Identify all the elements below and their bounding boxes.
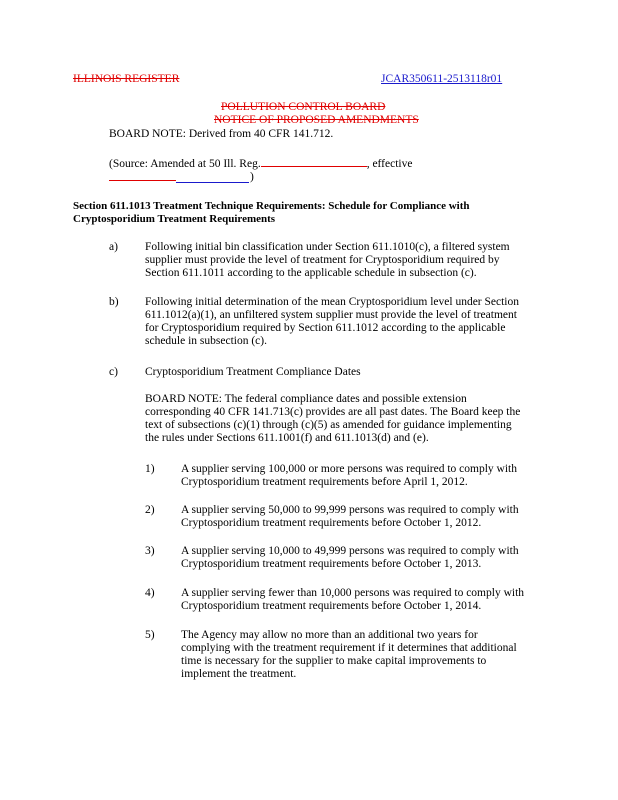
- item-2-label: 2): [145, 504, 155, 516]
- section-heading-line-1: Section 611.1013 Treatment Technique Requirements: Schedule for Compliance with: [73, 200, 470, 212]
- source-blank-red: [109, 180, 176, 181]
- subsection-b-label: b): [109, 296, 119, 308]
- source-blank-blue: [176, 182, 249, 183]
- item-line: Cryptosporidium treatment requirements before October 1, 2013.: [181, 558, 482, 570]
- item-line: Cryptosporidium treatment requirements before October 1, 2014.: [181, 600, 482, 612]
- item-line: time is necessary for the supplier to make capital improvements to: [181, 655, 487, 667]
- subsection-a-line: supplier must provide the level of treatment for Cryptosporidium required by: [145, 254, 500, 266]
- subsection-a-line: Following initial bin classification under Section 611.1010(c), a filtered system: [145, 241, 510, 253]
- board-note-line: corresponding 40 CFR 141.713(c) provides are all past dates. The Board keep the: [145, 406, 521, 418]
- source-close: ): [250, 171, 254, 183]
- item-3-label: 3): [145, 545, 155, 557]
- item-line: implement the treatment.: [181, 668, 297, 680]
- source-line: [109, 156, 412, 170]
- board-note-line: BOARD NOTE: The federal compliance dates and possible extension: [145, 393, 467, 405]
- item-5-label: 5): [145, 629, 155, 641]
- item-line: A supplier serving 100,000 or more persons was required to comply with: [181, 463, 517, 475]
- subsection-b-line: for Cryptosporidium required by Section 611.1012 according to the applicable: [145, 322, 506, 334]
- item-4-label: 4): [145, 587, 155, 599]
- item-line: A supplier serving 50,000 to 99,999 persons was required to comply with: [181, 504, 519, 516]
- item-line: The Agency may allow no more than an additional two years for: [181, 629, 478, 641]
- item-line: A supplier serving 10,000 to 49,999 persons was required to comply with: [181, 545, 519, 557]
- item-line: A supplier serving fewer than 10,000 persons was required to comply with: [181, 587, 525, 599]
- item-line: Cryptosporidium treatment requirements before April 1, 2012.: [181, 476, 468, 488]
- board-title: POLLUTION CONTROL BOARD: [221, 101, 386, 113]
- item-3: [181, 545, 519, 571]
- register-header: ILLINOIS REGISTER: [73, 73, 180, 85]
- subsection-c-heading: Cryptosporidium Treatment Compliance Dates: [145, 366, 361, 378]
- subsection-a-label: a): [109, 241, 118, 253]
- notice-title: NOTICE OF PROPOSED AMENDMENTS: [214, 114, 419, 126]
- subsection-b: [145, 296, 519, 348]
- board-note-line: the rules under Sections 611.1001(f) and 611.1013(d) and (e).: [145, 432, 429, 444]
- source-blank-1: [261, 156, 367, 167]
- board-note-line: text of subsections (c)(1) through (c)(5) as amended for guidance implementing: [145, 419, 512, 431]
- source-suffix: , effective: [366, 158, 413, 170]
- item-1-label: 1): [145, 463, 155, 475]
- subsection-a: [145, 241, 510, 280]
- item-5: [181, 629, 517, 681]
- board-note-compliance: [145, 393, 520, 445]
- jcar-code: JCAR350611-2513118r01: [381, 73, 503, 85]
- section-heading-line-2: Cryptosporidium Treatment Requirements: [73, 213, 276, 225]
- board-note-derived: BOARD NOTE: Derived from 40 CFR 141.712.: [109, 128, 334, 140]
- item-1: [181, 463, 517, 489]
- subsection-b-line: schedule in subsection (c).: [145, 335, 267, 347]
- item-line: Cryptosporidium treatment requirements before October 1, 2012.: [181, 517, 482, 529]
- item-4: [181, 587, 524, 613]
- subsection-b-line: Following initial determination of the mean Cryptosporidium level under Section: [145, 296, 520, 308]
- subsection-a-line: Section 611.1011 according to the applicable schedule in subsection (c).: [145, 267, 477, 279]
- subsection-b-line: 611.1012(a)(1), an unfiltered system supplier must provide the level of treatment: [145, 309, 517, 321]
- source-prefix: (Source: Amended at 50 Ill. Reg.: [109, 158, 261, 170]
- item-line: complying with the treatment requirement if it determines that additional: [181, 642, 517, 654]
- item-2: [181, 504, 519, 530]
- subsection-c-label: c): [109, 366, 118, 378]
